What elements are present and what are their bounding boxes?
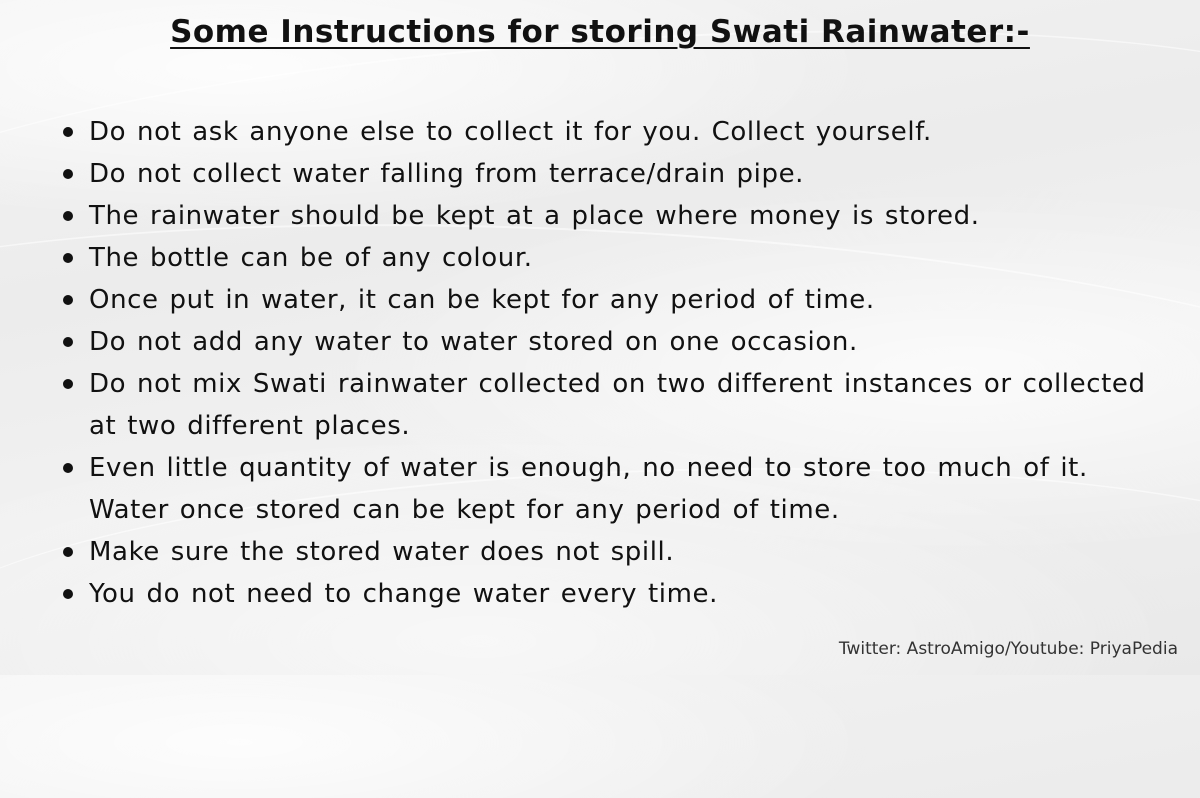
list-item: [60, 573, 1150, 615]
list-item: [60, 279, 1150, 321]
list-item-text: Once put in water, it can be kept for any period of time.: [89, 285, 875, 315]
bullet-icon: [63, 379, 73, 389]
list-item: [60, 531, 1150, 573]
bullet-icon: [63, 463, 73, 473]
list-item: [60, 447, 1150, 531]
bullet-icon: [63, 253, 73, 263]
list-item-text: Even little quantity of water is enough, no need to store too much of it. Water once stored can be kept for any period of time.: [89, 453, 1088, 525]
bullet-icon: [63, 589, 73, 599]
bullet-icon: [63, 547, 73, 557]
list-item: [60, 237, 1150, 279]
bullet-icon: [63, 295, 73, 305]
list-item-text: The bottle can be of any colour.: [89, 243, 533, 273]
bullet-icon: [63, 337, 73, 347]
list-item: [60, 111, 1150, 153]
list-item: [60, 363, 1150, 447]
list-item-text: Do not mix Swati rainwater collected on two different instances or collected at two different places.: [89, 369, 1146, 441]
credit-text: Twitter: AstroAmigo/Youtube: PriyaPedia: [838, 639, 1178, 659]
list-item-text: Make sure the stored water does not spill.: [89, 537, 675, 567]
list-item-text: Do not collect water falling from terrace/drain pipe.: [89, 159, 805, 189]
list-item-text: Do not ask anyone else to collect it for you. Collect yourself.: [89, 117, 932, 147]
list-item-text: You do not need to change water every time.: [89, 579, 719, 609]
bullet-icon: [63, 169, 73, 179]
page-title: Some Instructions for storing Swati Rainwater:-: [170, 14, 1030, 50]
list-item: [60, 321, 1150, 363]
bullet-icon: [63, 211, 73, 221]
list-item: [60, 153, 1150, 195]
bullet-icon: [63, 127, 73, 137]
list-item-text: The rainwater should be kept at a place where money is stored.: [89, 201, 980, 231]
list-item: [60, 195, 1150, 237]
instruction-list: [60, 111, 1150, 615]
list-item-text: Do not add any water to water stored on one occasion.: [89, 327, 858, 357]
